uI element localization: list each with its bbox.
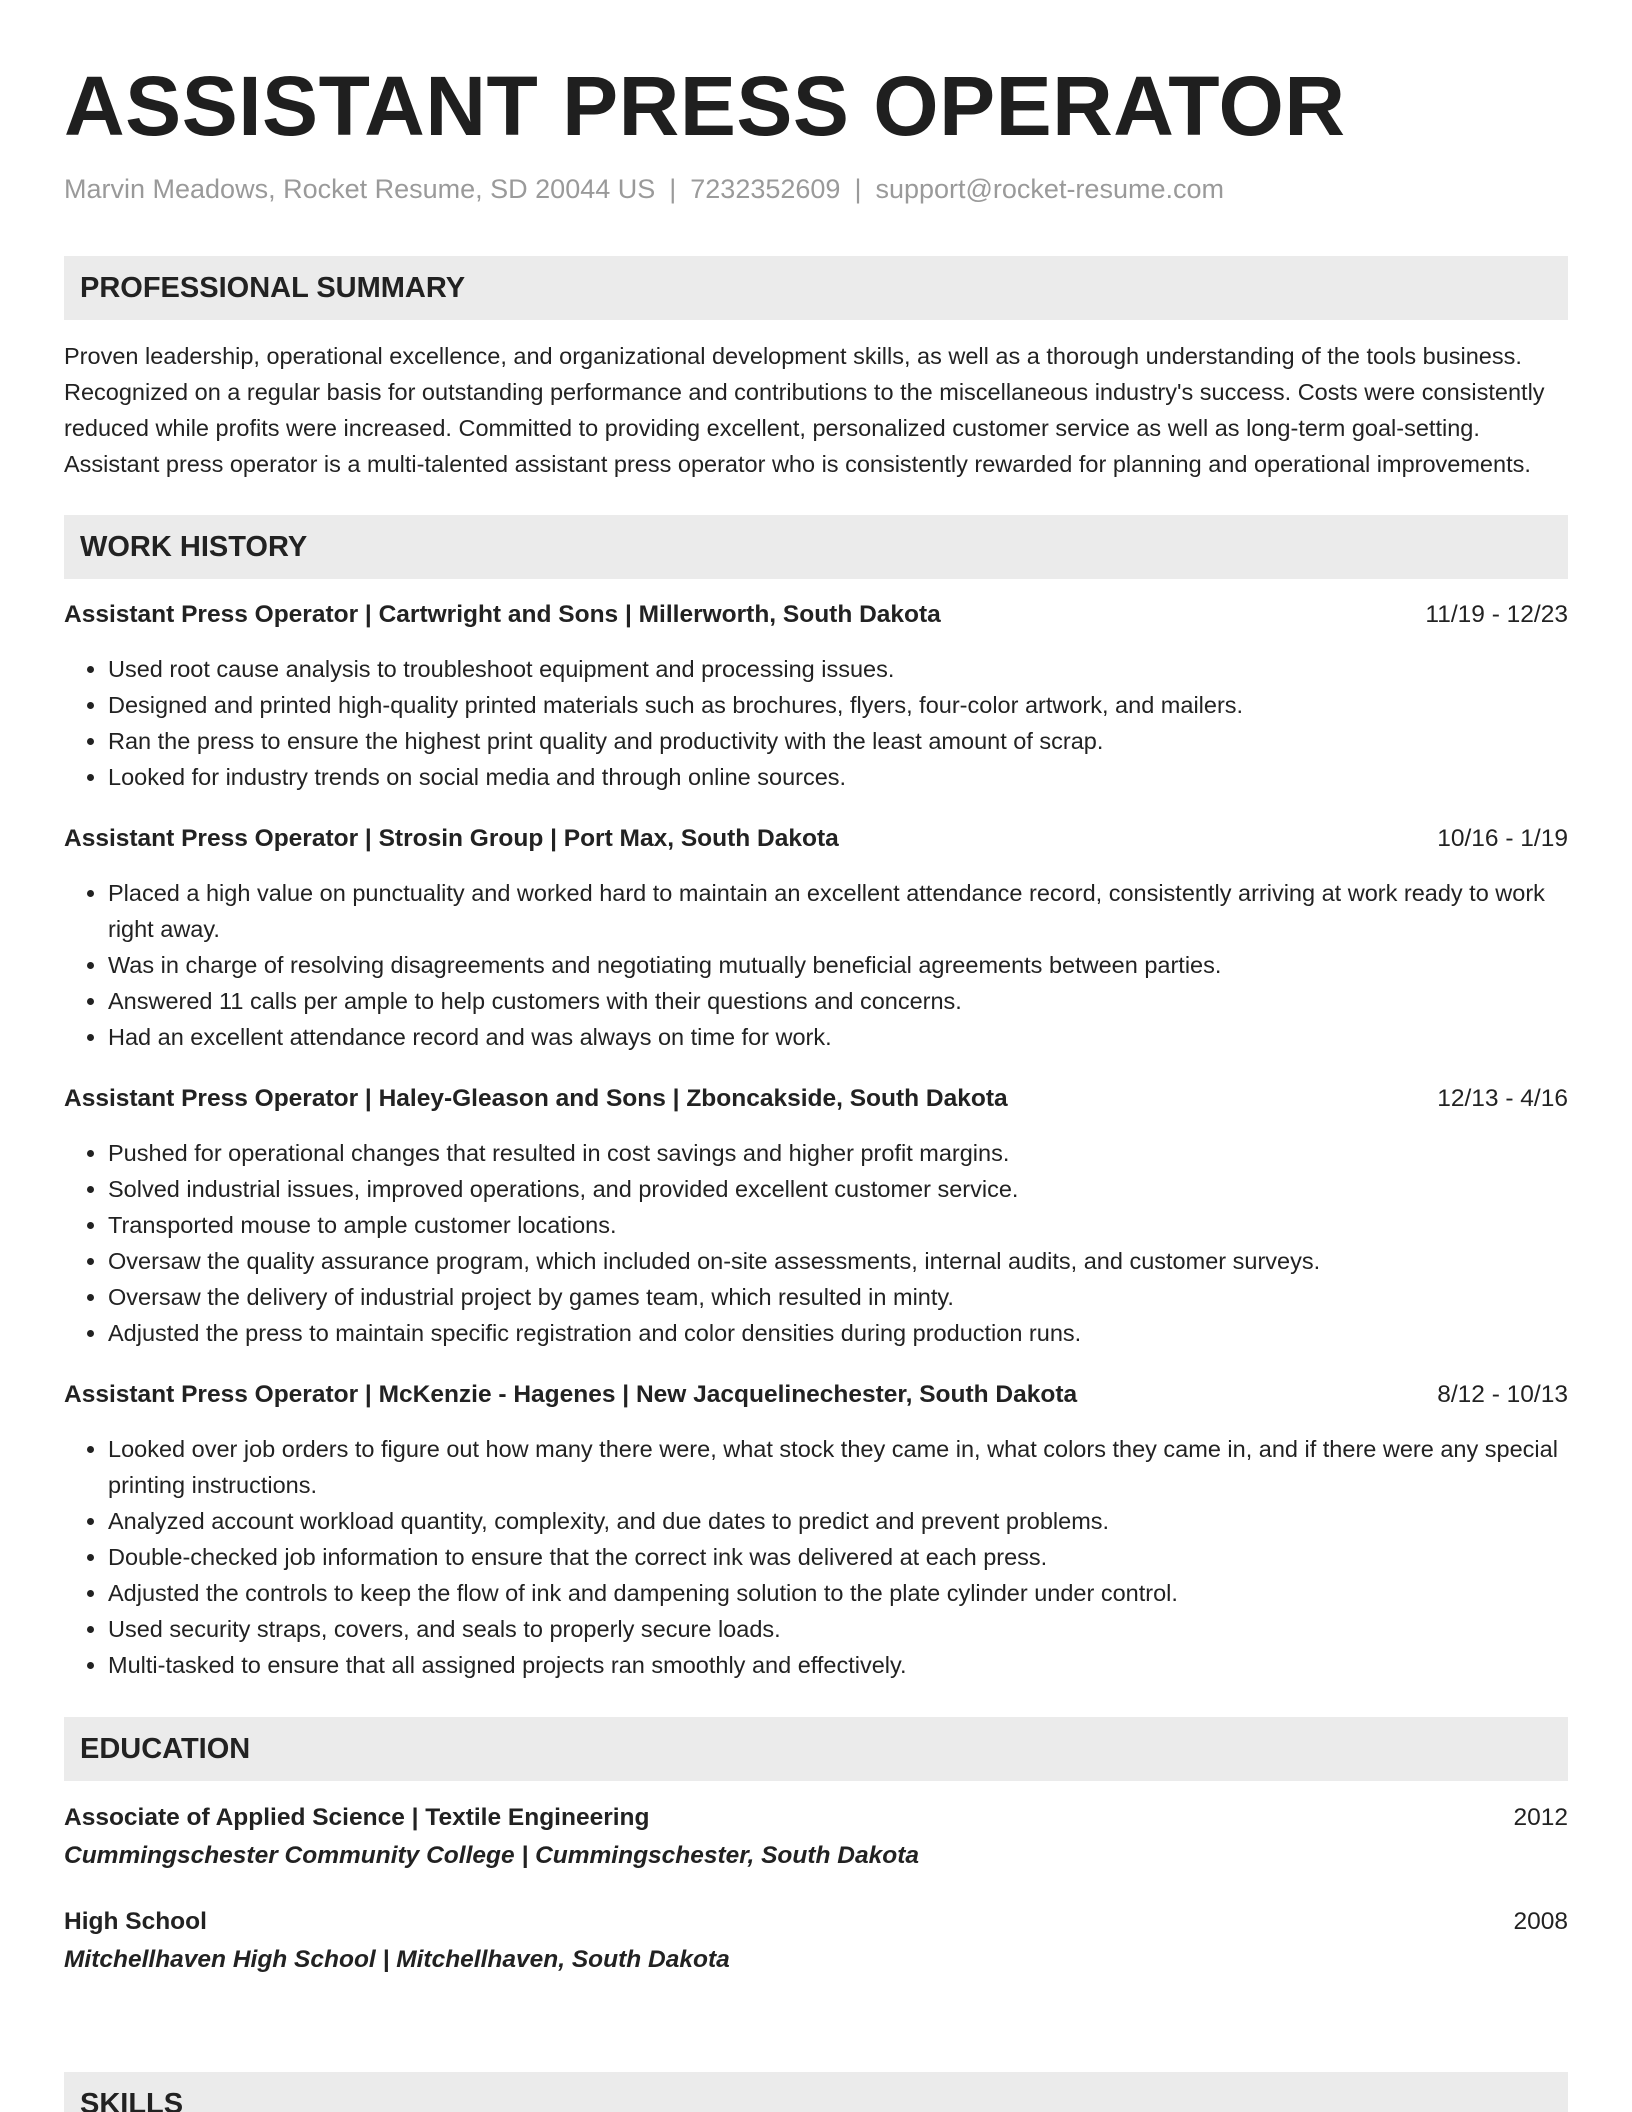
job-bullet: • Double-checked job information to ensure that the correct ink was delivered at each press. <box>108 1539 1568 1575</box>
job-bullet: • Looked for industry trends on social media and through online sources. <box>108 759 1568 795</box>
job-bullet-list <box>64 651 1568 795</box>
education-header <box>64 1905 1568 1939</box>
resume-page <box>64 0 1568 2112</box>
job-bullet: • Placed a high value on punctuality and worked hard to maintain an excellent attendance record, consistently arriving at work ready to work right away. <box>108 875 1568 947</box>
job-bullet: • Ran the press to ensure the highest print quality and productivity with the least amount of scrap. <box>108 723 1568 759</box>
contact-email: support@rocket-resume.com <box>875 174 1224 204</box>
job-entry <box>64 599 1568 795</box>
contact-separator: | <box>669 174 677 204</box>
work-history-section-header: WORK HISTORY <box>64 515 1568 579</box>
education-year: 2008 <box>1513 1908 1568 1935</box>
education-section-header: EDUCATION <box>64 1717 1568 1781</box>
summary-section-header: PROFESSIONAL SUMMARY <box>64 256 1568 320</box>
job-bullet-list <box>64 1431 1568 1683</box>
job-dates: 12/13 - 4/16 <box>1437 1085 1568 1112</box>
education-degree: Associate of Applied Science | Textile Engineering <box>64 1804 650 1831</box>
job-title: Assistant Press Operator | Haley-Gleason and Sons | Zboncakside, South Dakota <box>64 1085 1008 1112</box>
job-bullet: • Adjusted the controls to keep the flow of ink and dampening solution to the plate cylinder under control. <box>108 1575 1568 1611</box>
job-title: Assistant Press Operator | Strosin Group | Port Max, South Dakota <box>64 825 839 852</box>
contact-separator: | <box>854 174 862 204</box>
job-bullet: • Used security straps, covers, and seals to properly secure loads. <box>108 1611 1568 1647</box>
education-year: 2012 <box>1513 1804 1568 1831</box>
education-school: Cummingschester Community College | Cummingschester, South Dakota <box>64 1842 919 1869</box>
job-title: Assistant Press Operator | Cartwright and Sons | Millerworth, South Dakota <box>64 601 941 628</box>
contact-line <box>64 172 1568 206</box>
education-header <box>64 1801 1568 1835</box>
skills-section-header: SKILLS <box>64 2072 1568 2112</box>
contact-phone: 7232352609 <box>690 174 841 204</box>
job-bullet: • Designed and printed high-quality printed materials such as brochures, flyers, four-color artwork, and mailers. <box>108 687 1568 723</box>
job-entry <box>64 1379 1568 1683</box>
education-degree: High School <box>64 1908 207 1935</box>
job-entry <box>64 1083 1568 1351</box>
job-bullet: • Oversaw the delivery of industrial project by games team, which resulted in minty. <box>108 1279 1568 1315</box>
job-bullet-list <box>64 1135 1568 1351</box>
job-dates: 10/16 - 1/19 <box>1437 825 1568 852</box>
job-bullet: • Looked over job orders to figure out how many there were, what stock they came in, what colors they came in, and if there were any special printing instructions. <box>108 1431 1568 1503</box>
job-header <box>64 1379 1568 1411</box>
education-entry <box>64 1801 1568 1873</box>
education-entry <box>64 1905 1568 1977</box>
job-bullet-list <box>64 875 1568 1055</box>
job-bullet: • Multi-tasked to ensure that all assigned projects ran smoothly and effectively. <box>108 1647 1568 1683</box>
job-header <box>64 1083 1568 1115</box>
job-bullet: • Answered 11 calls per ample to help customers with their questions and concerns. <box>108 983 1568 1019</box>
job-bullet: • Analyzed account workload quantity, complexity, and due dates to predict and prevent problems. <box>108 1503 1568 1539</box>
job-dates: 11/19 - 12/23 <box>1425 601 1568 628</box>
job-bullet: • Solved industrial issues, improved operations, and provided excellent customer service. <box>108 1171 1568 1207</box>
contact-address: Marvin Meadows, Rocket Resume, SD 20044 US <box>64 174 656 204</box>
job-bullet: • Used root cause analysis to troubleshoot equipment and processing issues. <box>108 651 1568 687</box>
job-bullet: • Was in charge of resolving disagreements and negotiating mutually beneficial agreements between parties. <box>108 947 1568 983</box>
job-header <box>64 599 1568 631</box>
job-bullet: • Adjusted the press to maintain specific registration and color densities during production runs. <box>108 1315 1568 1351</box>
job-dates: 8/12 - 10/13 <box>1437 1381 1568 1408</box>
summary-text: Proven leadership, operational excellence, and organizational development skills, as well as a thorough understanding of the tools business. Recognized on a regular basis for outstanding performance and contributions to the miscellaneous industry's success. Costs were consistently reduced while profits were increased. Committed to providing excellent, personalized customer service as well as long-term goal-setting. Assistant press operator is a multi-talented assistant press operator who is consistently rewarded for planning and operational improvements. <box>64 343 1545 477</box>
job-bullet: • Had an excellent attendance record and was always on time for work. <box>108 1019 1568 1055</box>
job-bullet: • Transported mouse to ample customer locations. <box>108 1207 1568 1243</box>
job-title: Assistant Press Operator | McKenzie - Hagenes | New Jacquelinechester, South Dakota <box>64 1381 1078 1408</box>
job-header <box>64 823 1568 855</box>
job-entry <box>64 823 1568 1055</box>
education-school: Mitchellhaven High School | Mitchellhaven, South Dakota <box>64 1946 730 1973</box>
job-bullet: • Pushed for operational changes that resulted in cost savings and higher profit margins. <box>108 1135 1568 1171</box>
resume-title: ASSISTANT PRESS OPERATOR <box>64 59 1346 153</box>
job-bullet: • Oversaw the quality assurance program, which included on-site assessments, internal audits, and customer surveys. <box>108 1243 1568 1279</box>
